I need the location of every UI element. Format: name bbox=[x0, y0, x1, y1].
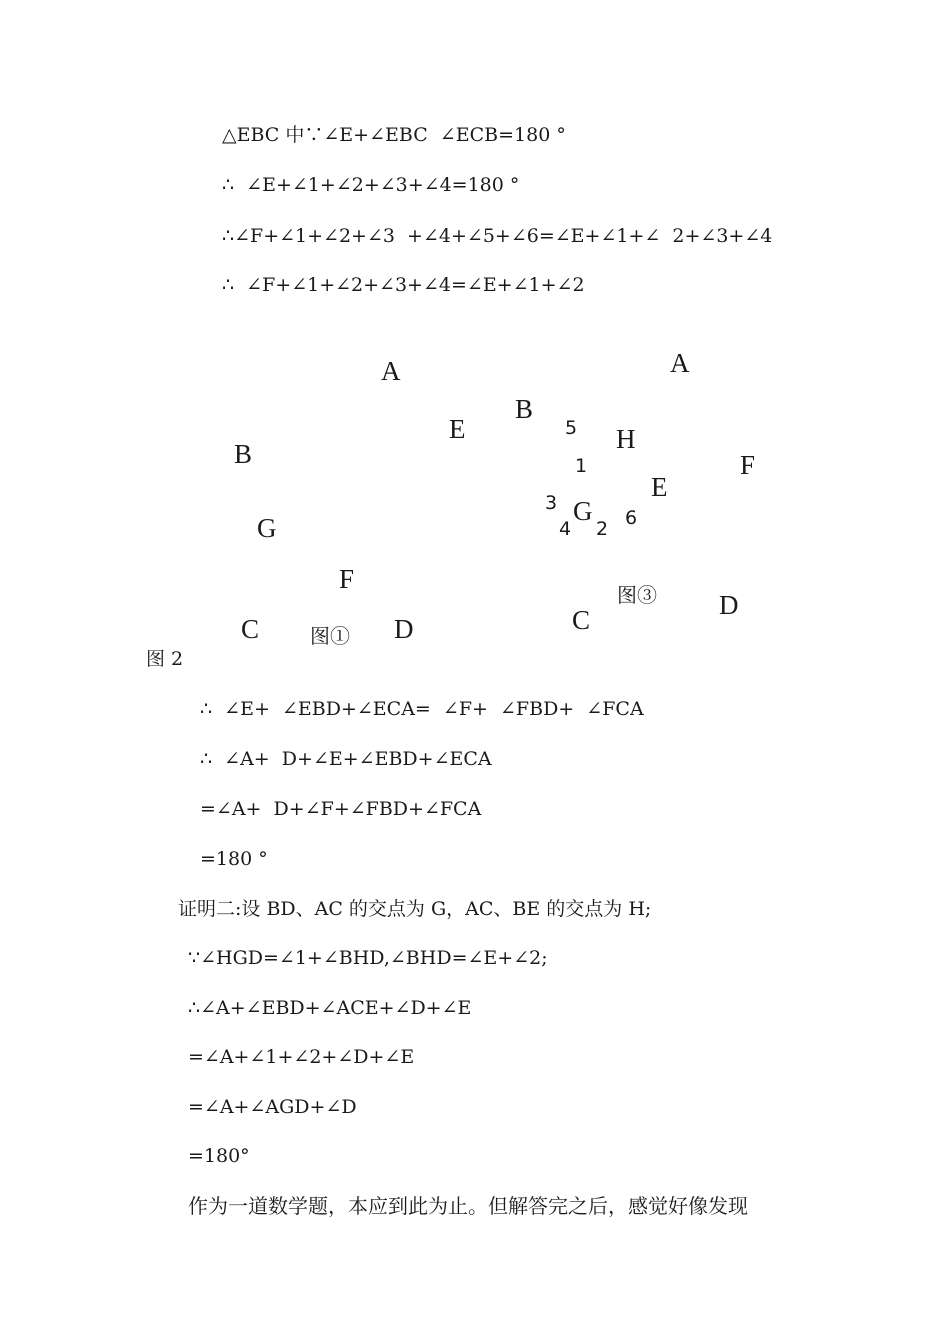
fig1-label-g: G bbox=[257, 513, 277, 543]
fig3-label-h: H bbox=[616, 424, 636, 454]
fig3-num-1: 1 bbox=[575, 455, 588, 477]
fig3-caption: 图③ bbox=[617, 583, 657, 607]
fig3-label-e: E bbox=[651, 472, 668, 502]
fig1-label-e: E bbox=[449, 414, 466, 444]
figure-caption: 图 2 bbox=[146, 648, 184, 670]
fig3-label-g: G bbox=[573, 496, 593, 526]
proof2-line-3: ∴∠A+∠EBD+∠ACE+∠D+∠E bbox=[188, 997, 472, 1019]
fig1-label-d: D bbox=[394, 614, 414, 644]
proof-line-1: △EBC 中∵∠E+∠EBC ∠ECB=180 ° bbox=[222, 124, 566, 146]
proof2-line-5: =∠A+∠AGD+∠D bbox=[188, 1096, 357, 1118]
fig3-label-f: F bbox=[740, 450, 756, 480]
proof2-line-4: =∠A+∠1+∠2+∠D+∠E bbox=[188, 1046, 415, 1068]
proof-line-4: ∴ ∠F+∠1+∠2+∠3+∠4=∠E+∠1+∠2 bbox=[222, 274, 585, 296]
fig3-label-c: C bbox=[572, 605, 591, 635]
fig3-label-b: B bbox=[515, 394, 534, 424]
proof-line-2: ∴ ∠E+∠1+∠2+∠3+∠4=180 ° bbox=[222, 174, 520, 196]
proof2-line-2: ∵∠HGD=∠1+∠BHD,∠BHD=∠E+∠2; bbox=[188, 947, 548, 969]
fig3-num-3: 3 bbox=[545, 492, 558, 514]
fig1-label-f: F bbox=[339, 564, 355, 594]
proof-line-3: ∴∠F+∠1+∠2+∠3 +∠4+∠5+∠6=∠E+∠1+∠ 2+∠3+∠4 bbox=[222, 225, 773, 247]
proof-mid-line-3: =∠A+ D+∠F+∠FBD+∠FCA bbox=[200, 798, 482, 820]
proof2-line-6: =180° bbox=[188, 1145, 250, 1167]
fig3-num-4: 4 bbox=[559, 518, 572, 540]
fig3-label-d: D bbox=[719, 590, 739, 620]
fig3-num-6: 6 bbox=[625, 507, 638, 529]
proof2-heading: 证明二:设 BD、AC 的交点为 G，AC、BE 的交点为 H; bbox=[178, 898, 652, 920]
fig1-caption: 图① bbox=[310, 624, 350, 648]
fig3-label-a: A bbox=[670, 348, 690, 378]
proof-mid-line-4: =180 ° bbox=[200, 848, 268, 870]
fig1-label-b: B bbox=[234, 439, 253, 469]
proof-mid-line-2: ∴ ∠A+ D+∠E+∠EBD+∠ECA bbox=[200, 748, 492, 770]
proof-mid-line-1: ∴ ∠E+ ∠EBD+∠ECA= ∠F+ ∠FBD+ ∠FCA bbox=[200, 698, 644, 720]
fig3-num-5: 5 bbox=[565, 417, 578, 439]
closing-paragraph: 作为一道数学题，本应到此为止。但解答完之后，感觉好像发现 bbox=[188, 1194, 748, 1218]
fig1-label-a: A bbox=[381, 356, 401, 386]
fig3-num-2: 2 bbox=[596, 518, 609, 540]
fig1-label-c: C bbox=[241, 614, 260, 644]
